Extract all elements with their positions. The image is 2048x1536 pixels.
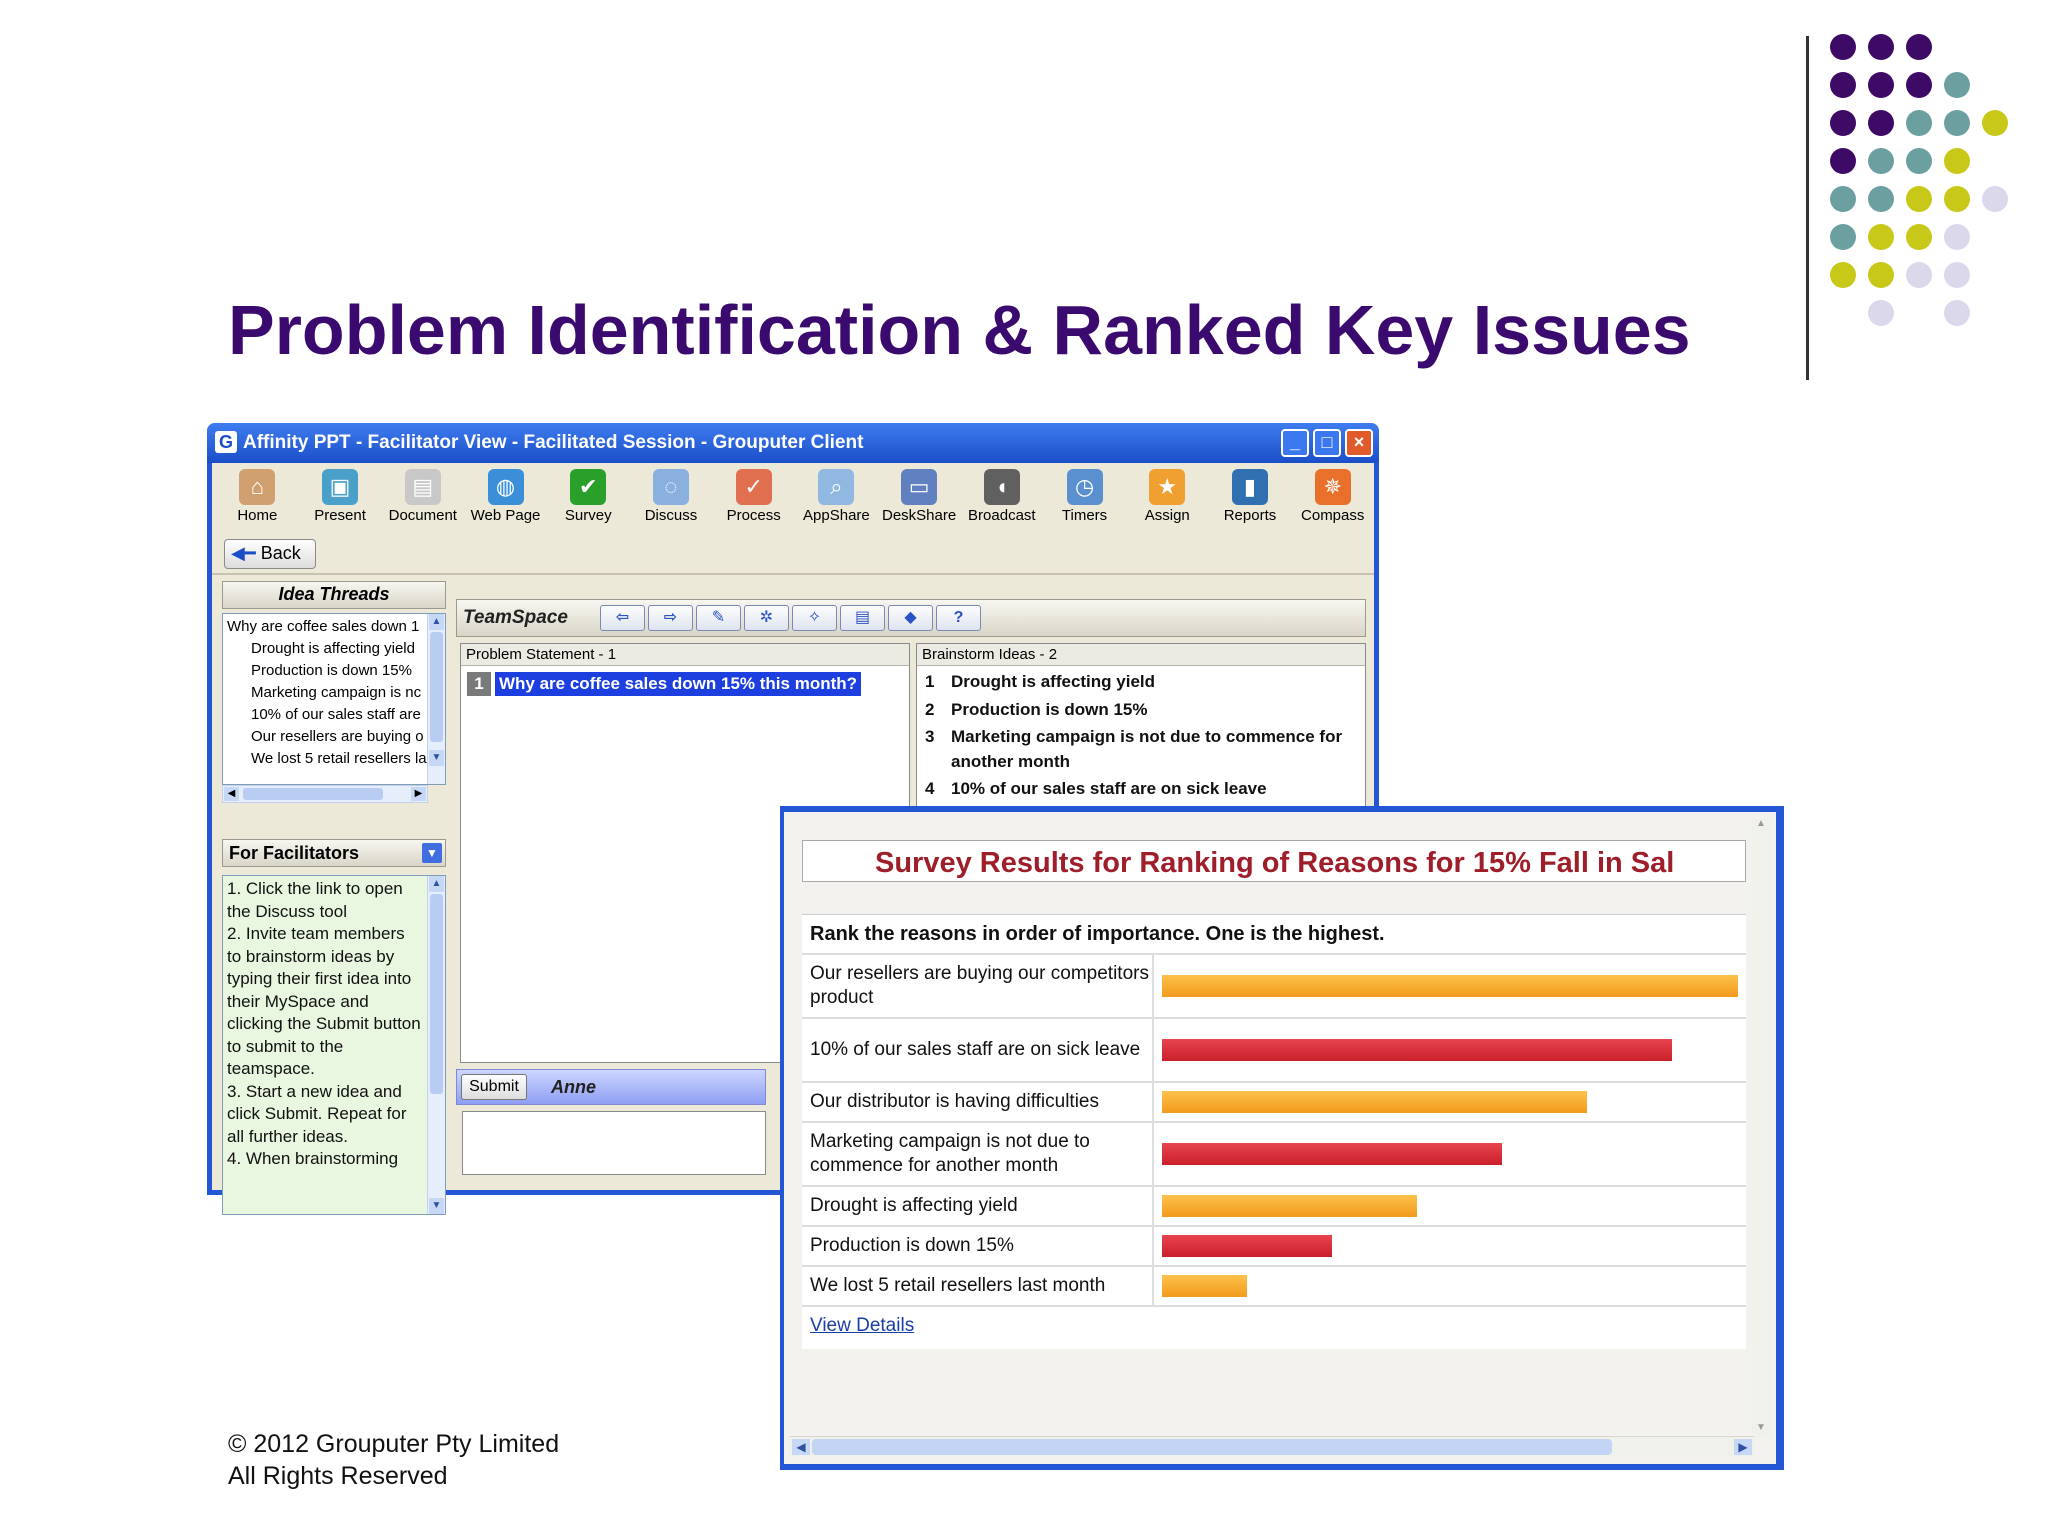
decorative-dot (1944, 186, 1970, 212)
survey-row-label: Our distributor is having difficulties (802, 1083, 1154, 1121)
decorative-dot (1830, 148, 1856, 174)
idea-number: 2 (925, 699, 935, 719)
hscroll-thumb[interactable] (812, 1439, 1612, 1455)
decorative-dot (1830, 186, 1856, 212)
assign-icon: ★ (1149, 469, 1185, 505)
survey-horizontal-scrollbar[interactable] (790, 1436, 1754, 1456)
brainstorm-idea-item[interactable] (925, 777, 1345, 802)
survey-bar-cell (1154, 1019, 1746, 1081)
decorative-dot (1906, 262, 1932, 288)
survey-title-box (802, 840, 1746, 882)
toolbar-label: Document (388, 507, 457, 524)
survey-results-table (802, 914, 1746, 1349)
copyright-line-2: All Rights Reserved (228, 1462, 448, 1490)
survey-bar-cell (1154, 1187, 1746, 1225)
myspace-bar (456, 1069, 766, 1105)
decorative-dot (1982, 186, 2008, 212)
teamspace-label: TeamSpace (463, 607, 568, 628)
scroll-down-icon[interactable]: ▼ (1756, 1422, 1766, 1433)
slide-title: Problem Identification & Ranked Key Issues (228, 291, 1691, 369)
survey-result-row (802, 1123, 1746, 1187)
brainstorm-ideas-header: Brainstorm Ideas - 2 (917, 644, 1365, 666)
toolbar-label: Discuss (644, 507, 698, 524)
settings-icon[interactable]: ✲ (744, 605, 789, 631)
decorative-dot (1906, 224, 1932, 250)
idea-thread-item[interactable]: Why are coffee sales down 1 (227, 618, 420, 635)
survey-row-label: Drought is affecting yield (802, 1187, 1154, 1225)
decorative-dot (1944, 224, 1970, 250)
idea-text: Drought is affecting yield (951, 672, 1156, 691)
edit-icon[interactable]: ✎ (696, 605, 741, 631)
survey-result-bar (1162, 975, 1738, 997)
scroll-left-icon[interactable]: ◀ (792, 1439, 810, 1455)
view-details-link[interactable]: View Details (810, 1315, 915, 1336)
brainstorm-idea-item[interactable] (925, 725, 1345, 774)
back-button[interactable] (224, 539, 316, 569)
idea-threads-scrollbar[interactable] (427, 614, 445, 784)
survey-row-label: We lost 5 retail resellers last month (802, 1267, 1154, 1305)
survey-vertical-scrollbar[interactable] (1752, 818, 1770, 1438)
submit-button[interactable]: Submit (461, 1074, 527, 1100)
decorative-dot (1830, 262, 1856, 288)
help-icon[interactable]: ? (936, 605, 981, 631)
survey-result-bar (1162, 1039, 1672, 1061)
back-arrow-icon: ◀━ (231, 543, 256, 563)
survey-result-bar (1162, 1275, 1247, 1297)
document-icon: ▤ (405, 469, 441, 505)
idea-thread-item[interactable]: Drought is affecting yield (251, 640, 415, 657)
decorative-dot (1944, 72, 1970, 98)
app-logo-icon: G (215, 431, 237, 453)
toolbar-present-button[interactable] (299, 463, 382, 535)
survey-row-label: Marketing campaign is not due to commence for another month (802, 1123, 1154, 1185)
survey-row-label: Our resellers are buying our competitors product (802, 955, 1154, 1017)
toolbar-process-button[interactable] (712, 463, 795, 535)
facilitator-scrollbar[interactable] (427, 876, 445, 1214)
toolbar-label: Home (237, 507, 278, 524)
survey-row-label: Production is down 15% (802, 1227, 1154, 1265)
decorative-dot (1868, 72, 1894, 98)
toolbar-label: Reports (1223, 507, 1277, 524)
idea-thread-item[interactable]: We lost 5 retail resellers la (251, 750, 427, 767)
decorative-dot (1944, 262, 1970, 288)
timers-icon: ◷ (1067, 469, 1103, 505)
scroll-up-icon[interactable]: ▲ (429, 876, 444, 892)
toolbar-assign-button[interactable] (1126, 463, 1209, 535)
main-toolbar (212, 463, 1374, 535)
notes-icon[interactable]: ▤ (840, 605, 885, 631)
problem-number: 1 (467, 672, 491, 696)
facilitators-header (222, 839, 446, 867)
scroll-thumb[interactable] (430, 894, 443, 1094)
toolbar-discuss-button[interactable] (630, 463, 713, 535)
scroll-right-icon[interactable]: ▶ (411, 787, 426, 801)
hscroll-thumb[interactable] (243, 788, 383, 800)
toolbar-home-button[interactable] (216, 463, 299, 535)
decorative-dot-grid (1830, 30, 2030, 340)
survey-result-row (802, 1187, 1746, 1227)
decorative-dot (1868, 148, 1894, 174)
present-icon: ▣ (322, 469, 358, 505)
decorative-dot (1906, 110, 1932, 136)
reports-icon: ▮ (1232, 469, 1268, 505)
user-name: Anne (551, 1077, 596, 1097)
back-label: Back (260, 543, 301, 563)
brainstorm-idea-item[interactable] (925, 698, 1345, 723)
survey-bar-cell (1154, 955, 1746, 1017)
toolbar-appshare-button[interactable] (795, 463, 878, 535)
problem-text: Why are coffee sales down 15% this month? (495, 672, 861, 696)
idea-number: 1 (925, 672, 935, 691)
decorative-dot (1830, 224, 1856, 250)
survey-row-label: 10% of our sales staff are on sick leave (802, 1019, 1154, 1081)
idea-threads-header: Idea Threads (222, 581, 446, 609)
toolbar-timers-button[interactable] (1043, 463, 1126, 535)
toolbar-label: Compass (1301, 507, 1365, 524)
idea-thread-item[interactable]: Marketing campaign is nc (251, 684, 422, 701)
idea-input[interactable] (462, 1111, 766, 1175)
facilitator-instructions (222, 875, 446, 1215)
appshare-icon: ⌕ (818, 469, 854, 505)
idea-threads-list (222, 613, 446, 785)
decorative-dot (1868, 34, 1894, 60)
window-titlebar (207, 423, 1379, 463)
scroll-thumb[interactable] (430, 632, 443, 742)
idea-thread-item[interactable]: Our resellers are buying o (251, 728, 424, 745)
toolbar-deskshare-button[interactable] (878, 463, 961, 535)
idea-text: Marketing campaign is not due to commence for another month (951, 727, 1343, 771)
decorative-dot (1906, 148, 1932, 174)
toolbar-survey-button[interactable] (547, 463, 630, 535)
survey-bar-cell (1154, 1123, 1746, 1185)
toolbar-label: Timers (1061, 507, 1108, 524)
decorative-dot (1982, 110, 2008, 136)
discuss-icon: ◌ (653, 469, 689, 505)
toolbar-label: Assign (1144, 507, 1190, 524)
problem-statement-header: Problem Statement - 1 (461, 644, 909, 666)
idea-thread-item[interactable]: Production is down 15% (251, 662, 412, 679)
survey-results-window (780, 806, 1784, 1470)
survey-result-row (802, 1083, 1746, 1123)
idea-number: 4 (925, 779, 935, 798)
window-title: Affinity PPT - Facilitator View - Facilitated Session - Grouputer Client (243, 432, 864, 453)
idea-text: Production is down 15% (951, 699, 1148, 719)
toolbar-web-page-button[interactable] (464, 463, 547, 535)
survey-bar-cell (1154, 1267, 1746, 1305)
decorative-dot (1830, 72, 1856, 98)
decorative-dot (1944, 300, 1970, 326)
toolbar-label: AppShare (803, 507, 870, 524)
scroll-left-icon[interactable]: ◀ (224, 787, 239, 801)
back-arrow-icon[interactable]: ⇦ (600, 605, 645, 631)
scroll-right-icon[interactable]: ▶ (1734, 1439, 1752, 1455)
survey-bar-cell (1154, 1227, 1746, 1265)
toolbar-label: Broadcast (968, 507, 1036, 524)
teamspace-toolbar (456, 599, 1366, 637)
forward-arrow-icon[interactable]: ⇨ (648, 605, 693, 631)
decorative-dot (1906, 34, 1932, 60)
copyright-line-1: © 2012 Grouputer Pty Limited (228, 1430, 560, 1458)
maximize-button[interactable]: □ (1313, 429, 1341, 457)
decorative-dot (1944, 110, 1970, 136)
process-icon: ✓ (736, 469, 772, 505)
compass-icon: ✵ (1315, 469, 1351, 505)
decorative-dot (1906, 72, 1932, 98)
toolbar-label: Survey (564, 507, 612, 524)
survey-result-row (802, 1227, 1746, 1267)
survey-result-bar (1162, 1143, 1502, 1165)
survey-result-row (802, 955, 1746, 1019)
toolbar-separator (212, 573, 1374, 575)
toolbar-label: DeskShare (882, 507, 957, 524)
toolbar-label: Process (726, 507, 781, 524)
idea-text: 10% of our sales staff are on sick leave (951, 779, 1267, 798)
divider-line (1806, 36, 1809, 380)
idea-icon[interactable]: ✧ (792, 605, 837, 631)
scroll-up-icon[interactable]: ▲ (429, 614, 444, 630)
web-page-icon: ◍ (488, 469, 524, 505)
decorative-dot (1830, 34, 1856, 60)
decorative-dot (1830, 110, 1856, 136)
decorative-dot (1868, 186, 1894, 212)
idea-thread-item[interactable]: 10% of our sales staff are (251, 706, 421, 723)
facilitator-instructions-text: 1. Click the link to open the Discuss tool 2. Invite team members to brainstorm ideas by typing their first idea into their MySpace and clicking the Submit button to submit to the teamspace. 3. Start a new idea and click Submit. Repeat for all further ideas. 4. When brainstorming (227, 879, 421, 1168)
toolbar-label: Web Page (470, 507, 541, 524)
decorative-dot (1906, 186, 1932, 212)
toolbar-broadcast-button[interactable] (960, 463, 1043, 535)
idea-threads-hscrollbar[interactable] (222, 785, 428, 803)
survey-result-bar (1162, 1195, 1417, 1217)
survey-result-bar (1162, 1091, 1587, 1113)
decorative-dot (1868, 300, 1894, 326)
survey-bar-cell (1154, 1083, 1746, 1121)
decorative-dot (1868, 224, 1894, 250)
facilitators-header-label: For Facilitators (229, 843, 360, 863)
shapes-icon[interactable]: ◆ (888, 605, 933, 631)
scroll-down-icon[interactable]: ▼ (429, 750, 444, 766)
toolbar-reports-button[interactable] (1209, 463, 1292, 535)
minimize-button[interactable]: _ (1281, 429, 1309, 457)
deskshare-icon: ▭ (901, 469, 937, 505)
survey-result-row (802, 1019, 1746, 1083)
scroll-down-icon[interactable]: ▼ (429, 1198, 444, 1214)
home-icon: ⌂ (239, 469, 275, 505)
survey-title: Survey Results for Ranking of Reasons for 15% Fall in Sal (875, 847, 1675, 879)
survey-question: Rank the reasons in order of importance. One is the highest. (802, 915, 1746, 955)
idea-number: 3 (925, 727, 935, 746)
close-button[interactable]: × (1345, 429, 1373, 457)
toolbar-label: Present (314, 507, 366, 524)
brainstorm-idea-item[interactable] (925, 670, 1345, 695)
survey-result-bar (1162, 1235, 1332, 1257)
copyright-notice (228, 1428, 559, 1492)
chevron-down-icon[interactable]: ▼ (422, 843, 442, 863)
survey-icon: ✔ (570, 469, 606, 505)
scroll-up-icon[interactable]: ▲ (1756, 818, 1766, 829)
toolbar-document-button[interactable] (381, 463, 464, 535)
survey-result-row (802, 1267, 1746, 1307)
decorative-dot (1868, 110, 1894, 136)
toolbar-compass-button[interactable] (1291, 463, 1374, 535)
broadcast-icon: ◖ (984, 469, 1020, 505)
problem-statement-item[interactable] (467, 672, 861, 696)
decorative-dot (1944, 148, 1970, 174)
decorative-dot (1868, 262, 1894, 288)
